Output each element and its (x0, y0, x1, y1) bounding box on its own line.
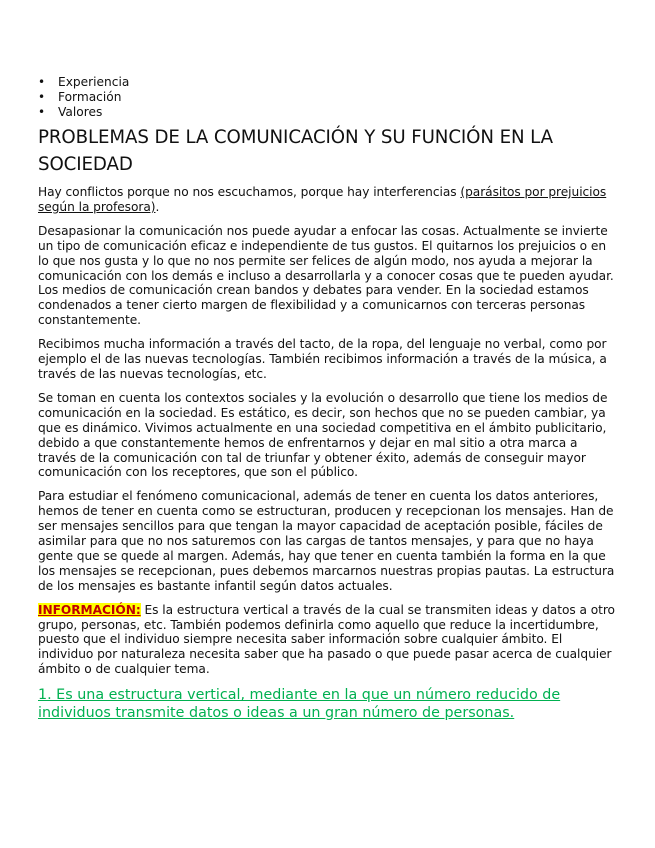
list-item (38, 75, 615, 90)
bullet-icon: • (38, 90, 46, 104)
section-title: PROBLEMAS DE LA COMUNICACIÓN Y SU FUNCIÓN EN LA SOCIEDAD (38, 127, 553, 175)
paragraph-informacion (38, 603, 615, 678)
bullet-list (38, 75, 615, 120)
numbered-point-1: 1. Es una estructura vertical, mediante en la que un número reducido de individuos transmite datos o ideas a un gran número de personas. (38, 687, 561, 721)
informacion-label: INFORMACIÓN: (38, 602, 141, 617)
paragraph-estudiar: Para estudiar el fenómeno comunicacional, además de tener en cuenta los datos anteriores, hemos de tener en cuenta como se estructuran, producen y recepcionan los mensajes. Han de ser mensajes sencillos para que tengan la mayor capacidad de aceptación posible, fáciles de asimilar para que no nos saturemos con las cargas de tantos mensajes, y para que no haya gente que se quede al margen. Además, hay que tener en cuenta también la forma en la que los mensajes se recepcionan, pues debemos marcarnos nuestras propias pautas. La estructura de los mensajes es bastante infantil según datos actuales. (38, 489, 615, 593)
paragraph-recibimos: Recibimos mucha información a través del tacto, de la ropa, del lenguaje no verbal, como por ejemplo el de las nuevas tecnologías. También recibimos información a través de la música, a través de las nuevas tecnologías, etc. (38, 337, 607, 381)
paragraph-conflicts (38, 185, 615, 215)
bullet-icon: • (38, 75, 46, 89)
list-item-label: Experiencia (58, 75, 130, 89)
underlined-note: (parásitos por prejuicios según la profesora) (38, 185, 607, 214)
paragraph-text: Hay conflictos porque no nos escuchamos, porque hay interferencias (38, 185, 461, 199)
paragraph-end: . (155, 199, 160, 214)
list-item (38, 105, 615, 120)
list-item-label: Valores (58, 105, 103, 119)
paragraph-desapasionar: Desapasionar la comunicación nos puede ayudar a enfocar las cosas. Actualmente se invierte un tipo de comunicación eficaz e independiente de tus gustos. El quitarnos los prejuicios o en lo que nos gusta y lo que no nos permite ser felices de algún modo, nos ayuda a mejorar la comunicación con los demás e incluso a desarrollarla y a conocer cosas que te pueden ayudar. Los medios de comunicación crean bandos y debates para vender. En la sociedad estamos condenados a tener cierto margen de flexibilidad y a comunicarnos con terceras personas constantemente. (38, 223, 614, 328)
list-item (38, 90, 615, 105)
paragraph-contextos: Se toman en cuenta los contextos sociales y la evolución o desarrollo que tiene los medios de comunicación en la sociedad. Es estático, es decir, son hechos que no se pueden cambiar, ya que es dinámico. Vivimos actualmente en una sociedad competitiva en el ámbito publicitario, debido a que constantemente hemos de enfrentarnos y dejar en mal sitio a otra marca a través de la comunicación con tal de triunfar y obtener éxito, además de conseguir mayor comunicación con los receptores, que son el público. (38, 390, 608, 480)
paragraph-text: Es la estructura vertical a través de la cual se transmiten ideas y datos a otro grupo, personas, etc. También podemos definirla como aquello que reduce la incertidumbre, puesto que el individuo siempre necesita saber información sobre cualquier ámbito. El individuo por naturaleza necesita saber que ha pasado o que puede pasar acerca de cualquier ámbito o de cualquier tema. (38, 602, 615, 677)
bullet-icon: • (38, 105, 46, 119)
list-item-label: Formación (58, 90, 122, 104)
